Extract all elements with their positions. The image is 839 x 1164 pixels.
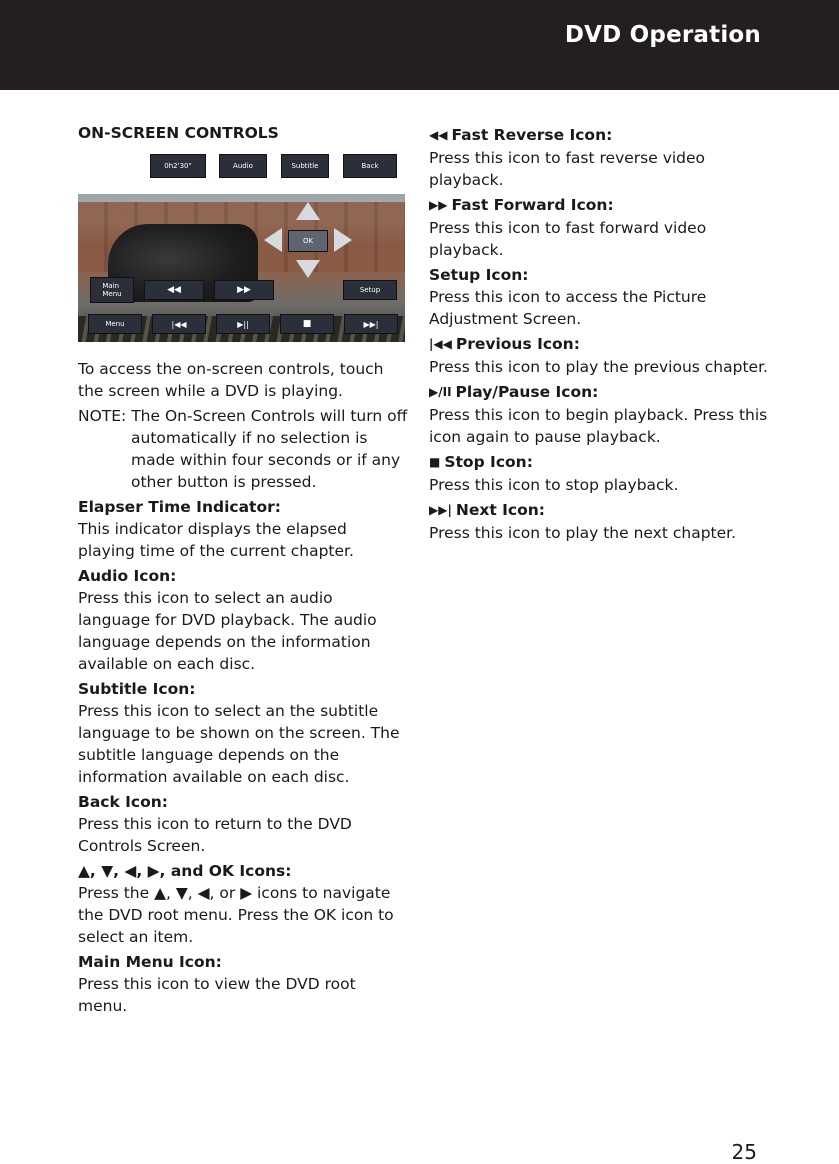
stop-body: Press this icon to stop playback. <box>429 476 679 494</box>
left-arrow-icon <box>264 228 282 252</box>
fast-forward-icon: ▶▶ <box>429 198 448 212</box>
note-text: NOTE: The On-Screen Controls will turn off automatically if no selection is made within four seconds or if any other button is pressed. <box>78 407 408 491</box>
fast-forward-heading <box>429 194 769 217</box>
previous-icon: |◀◀ <box>429 337 452 351</box>
train-video-frame <box>78 194 405 342</box>
play-pause-icon: ▶/II <box>429 385 452 399</box>
play-pause-title: Play/Pause Icon: <box>455 383 599 401</box>
arrows-ok-heading: ▲, ▼, ◀, ▶, and OK Icons: <box>78 862 292 880</box>
back-icon-body: Press this icon to return to the DVD Controls Screen. <box>78 815 352 855</box>
setup-heading: Setup Icon: <box>429 266 529 284</box>
previous-heading <box>429 333 769 356</box>
fast-reverse-icon: ◀◀ <box>429 128 448 142</box>
next-title: Next Icon: <box>455 501 545 519</box>
page-header <box>0 0 839 90</box>
previous-body: Press this icon to play the previous chapter. <box>429 358 768 376</box>
ok-button: OK <box>288 230 328 252</box>
fast-reverse-heading <box>429 124 769 147</box>
audio-icon-heading: Audio Icon: <box>78 567 177 585</box>
main-menu-heading: Main Menu Icon: <box>78 953 222 971</box>
stop-icon: ■ <box>429 455 441 469</box>
on-screen-controls-screenshot <box>78 154 405 342</box>
right-arrow-icon <box>334 228 352 252</box>
audio-icon-body: Press this icon to select an audio language for DVD playback. The audio language depends on the information available on each disc. <box>78 589 377 673</box>
main-menu-body: Press this icon to view the DVD root menu. <box>78 975 356 1015</box>
elapsed-time-indicator: 0h2'30" <box>150 154 206 178</box>
subtitle-icon-heading: Subtitle Icon: <box>78 680 196 698</box>
up-arrow-icon <box>296 202 320 220</box>
fast-forward-button: ▶▶ <box>214 280 274 300</box>
right-column <box>429 124 769 547</box>
next-icon: ▶▶| <box>429 503 452 517</box>
fast-reverse-body: Press this icon to fast reverse video playback. <box>429 149 706 189</box>
arrows-ok-body: Press the ▲, ▼, ◀, or ▶ icons to navigate the DVD root menu. Press the OK icon to select an item. <box>78 884 394 946</box>
section-title: ON-SCREEN CONTROLS <box>78 124 279 142</box>
menu-button: Menu <box>88 314 142 334</box>
back-button: Back <box>343 154 397 178</box>
audio-button: Audio <box>219 154 267 178</box>
page-number: 25 <box>731 1140 757 1164</box>
main-menu-button: Main Menu <box>90 277 134 303</box>
next-heading <box>429 499 769 522</box>
stop-button: ■ <box>280 314 334 334</box>
setup-body: Press this icon to access the Picture Adjustment Screen. <box>429 288 707 328</box>
stop-title: Stop Icon: <box>444 453 533 471</box>
back-icon-heading: Back Icon: <box>78 793 169 811</box>
next-button: ▶▶| <box>344 314 398 334</box>
fast-forward-title: Fast Forward Icon: <box>451 196 614 214</box>
fast-reverse-title: Fast Reverse Icon: <box>451 126 613 144</box>
subtitle-button: Subtitle <box>281 154 329 178</box>
fast-forward-body: Press this icon to fast forward video playback. <box>429 219 707 259</box>
down-arrow-icon <box>296 260 320 278</box>
play-pause-button: ▶|| <box>216 314 270 334</box>
setup-button: Setup <box>343 280 397 300</box>
left-column <box>78 124 408 1020</box>
previous-button: |◀◀ <box>152 314 206 334</box>
fast-reverse-button: ◀◀ <box>144 280 204 300</box>
play-pause-body: Press this icon to begin playback. Press this icon again to pause playback. <box>429 406 768 446</box>
elapsed-time-body: This indicator displays the elapsed playing time of the current chapter. <box>78 520 354 560</box>
play-pause-heading <box>429 381 769 404</box>
next-body: Press this icon to play the next chapter. <box>429 524 737 542</box>
previous-title: Previous Icon: <box>455 335 580 353</box>
subtitle-icon-body: Press this icon to select an the subtitle language to be shown on the screen. The subtitle language depends on the information available on each disc. <box>78 702 400 786</box>
page-title: DVD Operation <box>564 22 761 48</box>
elapsed-time-heading: Elapser Time Indicator: <box>78 498 281 516</box>
stop-heading <box>429 451 769 474</box>
intro-text: To access the on-screen controls, touch the screen while a DVD is playing. <box>78 360 384 400</box>
